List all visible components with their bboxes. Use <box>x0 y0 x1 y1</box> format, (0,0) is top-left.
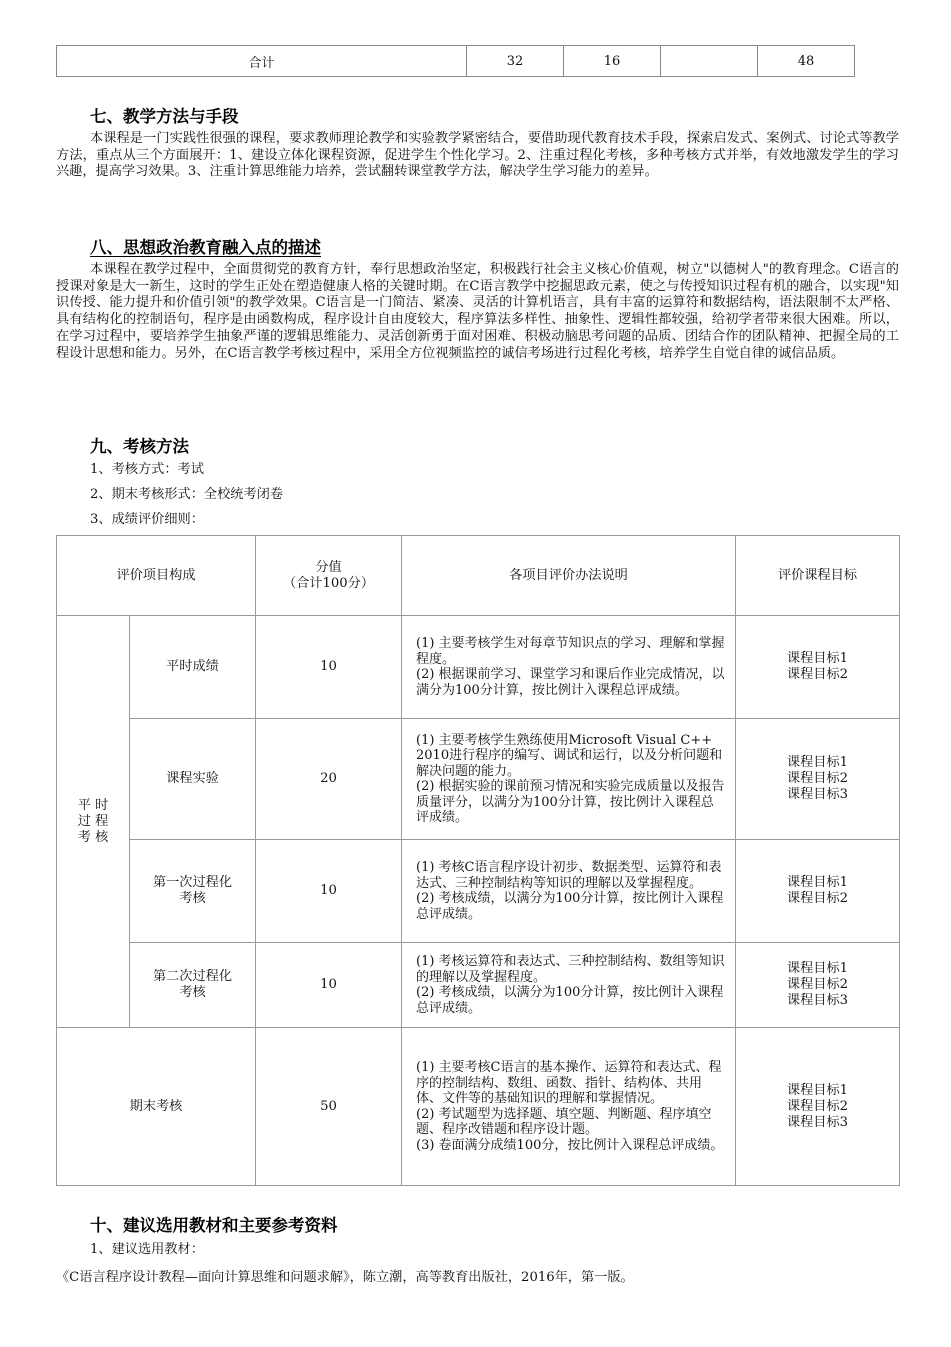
course-target: 课程目标1 <box>786 651 849 666</box>
grading-table <box>56 535 900 1186</box>
row-score: 10 <box>256 840 402 943</box>
table-row <box>57 46 855 77</box>
course-target: 课程目标2 <box>786 977 849 992</box>
section7-paragraph: 本课程是一门实践性很强的课程，要求教师理论教学和实验教学紧密结合，要借助现代教育技术手段，探索启发式、案例式、讨论式等教学方法，重点从三个方面展开：1、建设立体化课程资源，促进学生个性化学习。2、注重过程化考核，多种考核方式并举，有效地激发学生的学习兴趣，提高学习效果。3、注重计算思维能力培养，尝试翻转课堂教学方法，解决学生学习能力的差异。 <box>56 131 899 180</box>
section9-heading: 九、考核方法 <box>90 437 189 456</box>
course-target: 课程目标3 <box>786 787 849 802</box>
row-score: 20 <box>256 719 402 840</box>
table-row <box>57 616 900 719</box>
row-name <box>130 840 256 943</box>
row-name-line: 考核 <box>179 891 206 906</box>
table-row <box>57 719 900 840</box>
group-label-line: 过 程 <box>77 813 109 829</box>
header-score-line1: 分值 <box>315 559 342 575</box>
assessment-item-3: 3、成绩评价细则： <box>90 512 204 527</box>
row-name-line: 第一次过程化 <box>152 875 233 890</box>
section10-heading: 十、建议选用教材和主要参考资料 <box>90 1216 338 1235</box>
table-row <box>57 840 900 943</box>
row-description: (1) 考核C语言程序设计初步、数据类型、运算符和表达式、三种控制结构等知识的理解以及掌握程度。 (2) 考核成绩，以满分为100分计算，按比例计入课程总评成绩。 <box>402 840 736 943</box>
total-value-3 <box>661 46 758 77</box>
total-value-4: 48 <box>758 46 855 77</box>
header-method: 各项目评价办法说明 <box>402 536 736 616</box>
row-name <box>130 943 256 1028</box>
header-score <box>256 536 402 616</box>
assessment-item-1: 1、考核方式：考试 <box>90 462 204 477</box>
row-description: (1) 主要考核学生熟练使用Microsoft Visual C++ 2010进行程序的编写、调试和运行，以及分析问题和解决问题的能力。 (2) 根据实验的课前预习情况和实验完成质量以及报告质量评分，以满分为100分计算，按比例计入课程总评成绩。 <box>402 719 736 840</box>
header-target: 评价课程目标 <box>736 536 900 616</box>
row-targets <box>736 616 900 719</box>
table-row <box>57 943 900 1028</box>
row-name: 平时成绩 <box>130 616 256 719</box>
row-name: 课程实验 <box>130 719 256 840</box>
course-target: 课程目标2 <box>786 771 849 786</box>
course-target: 课程目标1 <box>786 875 849 890</box>
total-value-1: 32 <box>467 46 564 77</box>
row-description: (1) 主要考核C语言的基本操作、运算符和表达式、程序的控制结构、数组、函数、指针、结构体、共用体、文件等的基础知识的理解和掌握情况。 (2) 考试题型为选择题、填空题、判断题、程序填空题、程序改错题和程序设计题。 (3) 卷面满分成绩100分，按比例计入课程总评成绩。 <box>402 1028 736 1186</box>
row-description: (1) 主要考核学生对每章节知识点的学习、理解和掌握程度。 (2) 根据课前学习、课堂学习和课后作业完成情况，以满分为100分计算，按比例计入课程总评成绩。 <box>402 616 736 719</box>
process-assessment-group-label <box>57 616 130 1028</box>
header-component: 评价项目构成 <box>57 536 256 616</box>
group-label-line: 考 核 <box>77 829 109 845</box>
assessment-item-2: 2、期末考核形式：全校统考闭卷 <box>90 487 284 502</box>
course-target: 课程目标3 <box>786 1114 849 1130</box>
course-target: 课程目标2 <box>786 1098 849 1114</box>
row-targets <box>736 943 900 1028</box>
row-score: 10 <box>256 616 402 719</box>
section7-heading: 七、教学方法与手段 <box>90 107 239 126</box>
total-value-2: 16 <box>564 46 661 77</box>
row-name-line: 第二次过程化 <box>152 969 233 984</box>
row-name: 期末考核 <box>57 1028 256 1186</box>
group-label-line: 平 时 <box>77 797 109 813</box>
row-targets <box>736 840 900 943</box>
row-targets <box>736 719 900 840</box>
course-target: 课程目标2 <box>786 667 849 682</box>
textbook-item: 1、建议选用教材： <box>90 1242 204 1257</box>
course-target: 课程目标3 <box>786 993 849 1008</box>
course-target: 课程目标2 <box>786 891 849 906</box>
total-label: 合计 <box>57 46 467 77</box>
credit-hours-total-table <box>56 45 855 77</box>
course-target: 课程目标1 <box>786 961 849 976</box>
course-target: 课程目标1 <box>786 1082 849 1098</box>
course-target: 课程目标1 <box>786 755 849 770</box>
row-targets <box>736 1028 900 1186</box>
row-name-line: 考核 <box>179 985 206 1000</box>
textbook-reference: 《C语言程序设计教程—面向计算思维和问题求解》，陈立潮，高等教育出版社，2016年，第一版。 <box>56 1270 634 1285</box>
grading-header-row <box>57 536 900 616</box>
section8-paragraph: 本课程在教学过程中，全面贯彻党的教育方针，奉行思想政治坚定，积极践行社会主义核心价值观，树立"以德树人"的教育理念。C语言的授课对象是大一新生，这时的学生正处在塑造健康人格的关键时期。在C语言教学中挖掘思政元素，使之与传授知识过程有机的融合，以实现"知识传授、能力提升和价值引领"的教学效果。C语言是一门简洁、紧凑、灵活的计算机语言，具有丰富的运算符和数据结构，语法限制不太严格、具有结构化的控制语句，程序是由函数构成，程序设计自由度较大，程序算法多样性、抽象性、逻辑性都较强，给初学者带来很大困难。所以，在学习过程中，要培养学生抽象严谨的逻辑思维能力、灵活创新勇于面对困难、积极动脑思考问题的品质、团结合作的团队精神、把握全局的工程设计思想和能力。另外，在C语言教学考核过程中，采用全方位视频监控的诚信考场进行过程化考核，培养学生自觉自律的诚信品质。 <box>56 262 899 361</box>
row-score: 10 <box>256 943 402 1028</box>
section8-heading: 八、思想政治教育融入点的描述 <box>90 238 321 257</box>
table-row <box>57 1028 900 1186</box>
row-score: 50 <box>256 1028 402 1186</box>
header-score-line2: （合计100分） <box>282 575 375 591</box>
row-description: (1) 考核运算符和表达式、三种控制结构、数组等知识的理解以及掌握程度。 (2) 考核成绩，以满分为100分计算，按比例计入课程总评成绩。 <box>402 943 736 1028</box>
